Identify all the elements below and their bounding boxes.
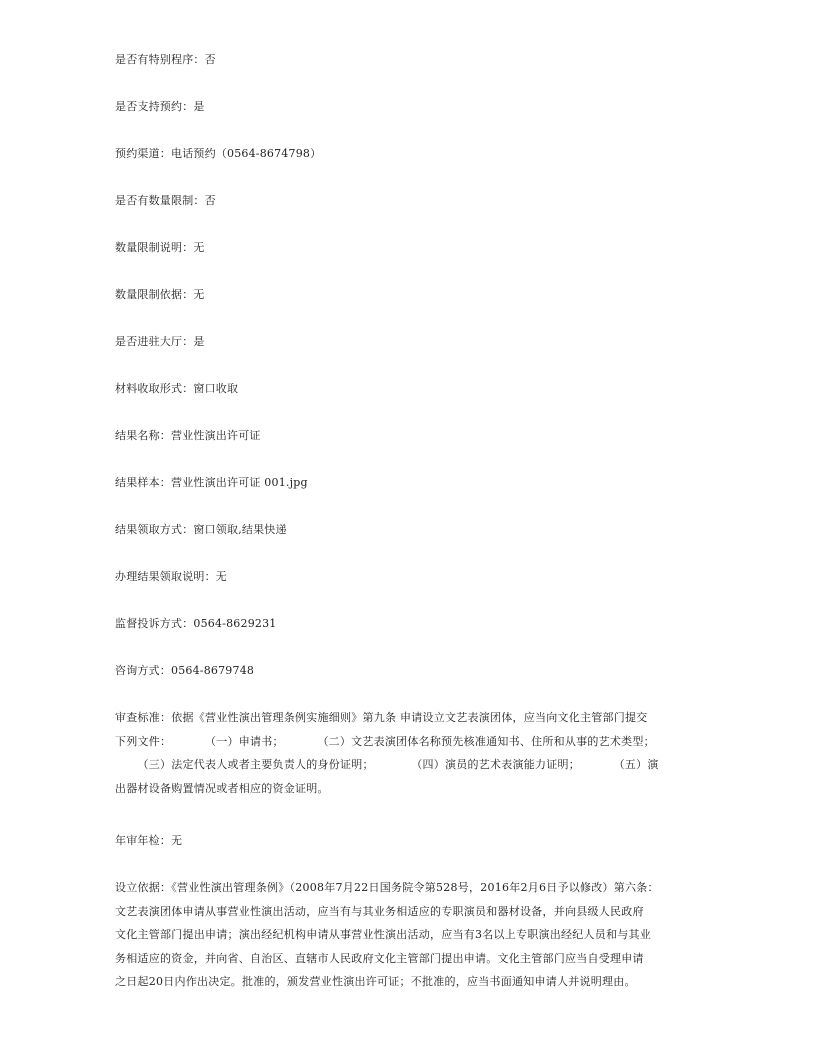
field-result-pickup: 结果领取方式：窗口领取,结果快递 (115, 523, 287, 536)
legal-basis-line: 文艺表演团体申请从事营业性演出活动，应当有与其业务相适应的专职演员和器材设备，并向县级人民政府 (115, 904, 644, 918)
field-special-procedure: 是否有特别程序：否 (115, 53, 216, 66)
review-standard-line: 审查标准：依据《营业性演出管理条例实施细则》第九条 申请设立文艺表演团体，应当向文化主管部门提交 (115, 711, 648, 724)
review-standard-paragraph (115, 706, 700, 800)
field-quantity-limit-basis: 数量限制依据：无 (115, 288, 205, 301)
field-complaint-contact: 监督投诉方式：0564-8629231 (115, 617, 277, 630)
field-annual-review: 年审年检：无 (115, 834, 183, 847)
review-standard-line: （三）法定代表人或者主要负责人的身份证明； （四）演员的艺术表演能力证明； （五）演 (115, 758, 659, 771)
field-quantity-limit: 是否有数量限制：否 (115, 194, 216, 207)
legal-basis-line: 之日起20日内作出决定。批准的，颁发营业性演出许可证；不批准的，应当书面通知申请人并说明理由。 (115, 975, 636, 988)
review-standard-line: 下列文件： （一）申请书； （二）文艺表演团体名称预先核准通知书、住所和从事的艺术类型； (115, 734, 655, 748)
field-consult-contact: 咨询方式：0564-8679748 (115, 664, 255, 677)
review-standard-line: 出器材设备购置情况或者相应的资金证明。 (115, 781, 329, 795)
field-in-hall: 是否进驻大厅：是 (115, 335, 205, 348)
field-appointment-support: 是否支持预约：是 (115, 100, 205, 113)
field-result-pickup-note: 办理结果领取说明：无 (115, 570, 227, 583)
field-appointment-channel: 预约渠道：电话预约（0564-8674798） (115, 147, 322, 160)
legal-basis-paragraph (115, 876, 700, 994)
field-result-name: 结果名称：营业性演出许可证 (115, 429, 261, 442)
field-quantity-limit-note: 数量限制说明：无 (115, 241, 205, 254)
legal-basis-line: 设立依据：《营业性演出管理条例》（2008年7月22日国务院令第528号，2016年2月6日予以修改）第六条： (115, 881, 659, 894)
field-result-sample: 结果样本：营业性演出许可证 001.jpg (115, 476, 308, 489)
field-material-collection: 材料收取形式：窗口收取 (115, 382, 239, 395)
legal-basis-line: 务相适应的资金，并向省、自治区、直辖市人民政府文化主管部门提出申请。文化主管部门应当自受理申请 (115, 951, 644, 965)
legal-basis-line: 文化主管部门提出申请；演出经纪机构申请从事营业性演出活动，应当有3名以上专职演出经纪人员和与其业 (115, 928, 651, 941)
